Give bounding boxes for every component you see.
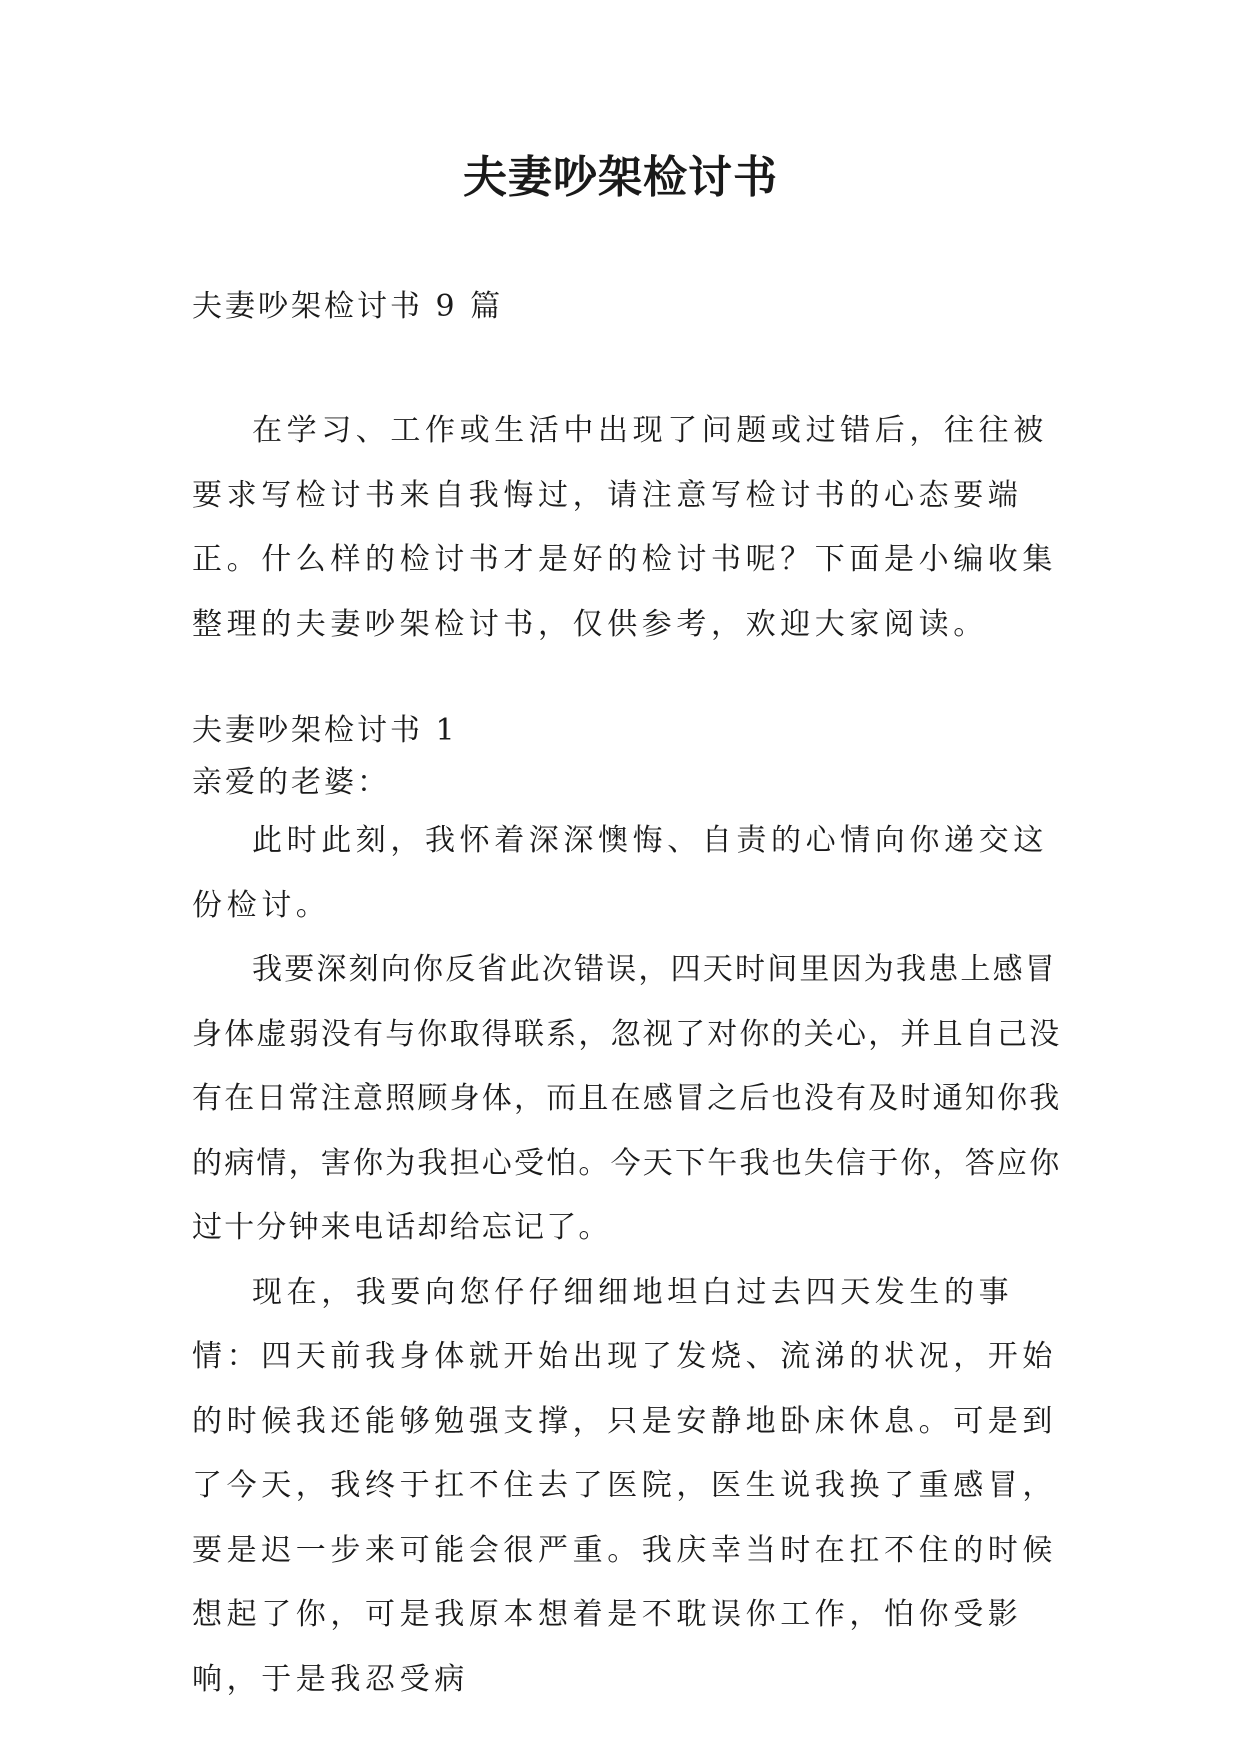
section-heading: 夫妻吵架检讨书 1 <box>192 713 458 748</box>
salutation: 亲爱的老婆： <box>192 765 390 800</box>
document-title: 夫妻吵架检讨书 <box>463 152 778 203</box>
body-paragraph: 现在，我要向您仔仔细细地坦白过去四天发生的事情：四天前我身体就开始出现了发烧、流涕的状况，开始的时候我还能够勉强支撑，只是安静地卧床休息。可是到了今天，我终于扛不住去了医院，医生说我换了重感冒，要是迟一步来可能会很严重。我庆幸当时在扛不住的时候想起了你，可是我原本想着是不耽误你工作，怕你受影响，于是我忍受病 <box>192 1274 1057 1697</box>
document-body <box>192 287 1062 1712</box>
document-subtitle: 夫妻吵架检讨书 9 篇 <box>192 289 504 324</box>
body-paragraph: 我要深刻向你反省此次错误，四天时间里因为我患上感冒身体虚弱没有与你取得联系，忽视了对你的关心，并且自己没有在日常注意照顾身体，而且在感冒之后也没有及时通知你我的病情，害你为我担心受怕。今天下午我也失信于你，答应你过十分钟来电话却给忘记了。 <box>192 952 1062 1245</box>
body-paragraph: 此时此刻，我怀着深深懊悔、自责的心情向你递交这份检讨。 <box>192 823 1048 923</box>
intro-paragraph: 在学习、工作或生活中出现了问题或过错后，往往被要求写检讨书来自我悔过，请注意写检讨书的心态要端正。什么样的检讨书才是好的检讨书呢？下面是小编收集整理的夫妻吵架检讨书，仅供参考，欢迎大家阅读。 <box>192 413 1057 642</box>
